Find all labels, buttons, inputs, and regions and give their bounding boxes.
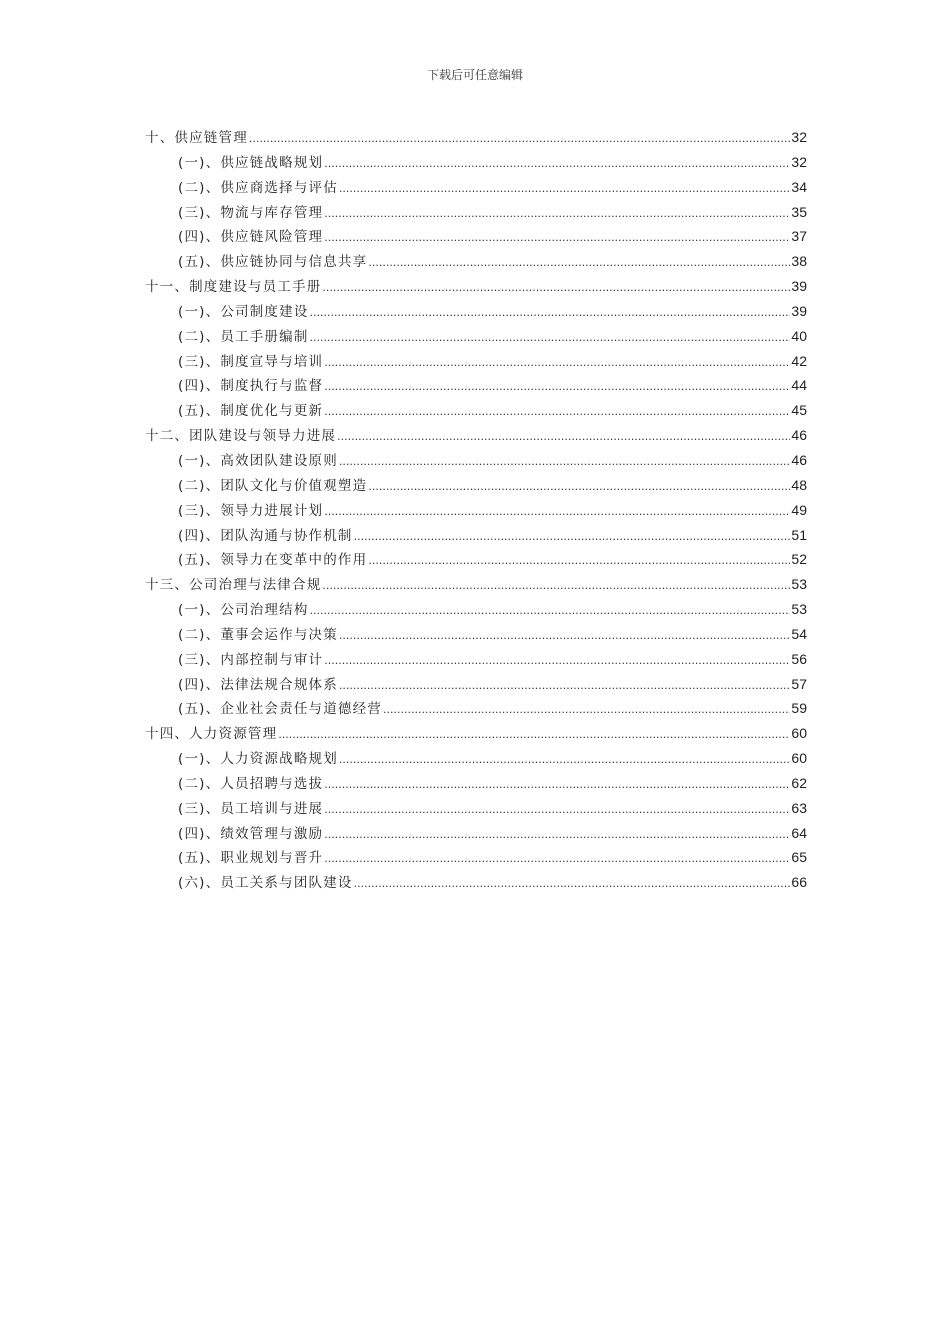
toc-entry-page-number: 53: [791, 601, 807, 618]
toc-section-entry[interactable]: [145, 175, 807, 200]
toc-section-entry[interactable]: [145, 498, 807, 523]
toc-entry-page-number: 63: [791, 799, 807, 816]
toc-entry-page-number: 56: [791, 650, 807, 667]
toc-dot-leader: [339, 177, 790, 202]
toc-dot-leader: [278, 723, 790, 748]
toc-entry-page-number: 54: [791, 625, 807, 642]
toc-entry-page-number: 62: [791, 774, 807, 791]
toc-dot-leader: [354, 872, 791, 897]
toc-section-entry[interactable]: [145, 448, 807, 473]
page-header: 下载后可任意编辑: [426, 68, 523, 82]
toc-entry-page-number: 39: [791, 278, 807, 295]
toc-dot-leader: [324, 823, 790, 848]
toc-dot-leader: [322, 574, 790, 599]
toc-dot-leader: [322, 276, 790, 301]
toc-dot-leader: [324, 375, 790, 400]
toc-entry-title: (四)、绩效管理与激励: [178, 825, 324, 842]
toc-entry-page-number: 39: [791, 302, 807, 319]
toc-entry-page-number: 57: [791, 675, 807, 692]
toc-dot-leader: [368, 549, 790, 574]
toc-entry-title: 十一、制度建设与员工手册: [145, 279, 322, 296]
toc-entry-title: (一)、人力资源战略规划: [178, 751, 338, 768]
toc-dot-leader: [324, 226, 790, 251]
toc-entry-title: 十四、人力资源管理: [145, 726, 278, 743]
table-of-contents: [145, 125, 807, 895]
toc-section-entry[interactable]: [145, 299, 807, 324]
toc-entry-title: (三)、员工培训与进展: [178, 800, 324, 817]
toc-entry-page-number: 38: [791, 253, 807, 270]
toc-entry-page-number: 32: [791, 129, 807, 145]
toc-entry-page-number: 42: [791, 352, 807, 369]
toc-section-entry[interactable]: [145, 523, 807, 548]
toc-entry-title: (四)、团队沟通与协作机制: [178, 527, 353, 544]
toc-section-entry[interactable]: [145, 796, 807, 821]
toc-section-entry[interactable]: [145, 249, 807, 274]
toc-entry-title: (五)、制度优化与更新: [178, 403, 324, 420]
toc-section-entry[interactable]: [145, 547, 807, 572]
toc-entry-title: 十、供应链管理: [145, 130, 248, 146]
toc-dot-leader: [324, 500, 790, 525]
toc-entry-page-number: 37: [791, 228, 807, 245]
toc-dot-leader: [383, 698, 790, 723]
toc-dot-leader: [339, 674, 790, 699]
toc-dot-leader: [324, 798, 790, 823]
toc-section-entry[interactable]: [145, 373, 807, 398]
toc-entry-title: (四)、制度执行与监督: [178, 378, 324, 395]
toc-dot-leader: [310, 326, 791, 351]
toc-section-entry[interactable]: [145, 622, 807, 647]
toc-section-entry[interactable]: [145, 696, 807, 721]
toc-entry-title: (五)、职业规划与晋升: [178, 850, 324, 867]
toc-section-entry[interactable]: [145, 672, 807, 697]
toc-entry-page-number: 51: [791, 526, 807, 543]
toc-dot-leader: [339, 450, 790, 475]
toc-section-entry[interactable]: [145, 324, 807, 349]
toc-entry-page-number: 60: [791, 725, 807, 742]
toc-chapter-entry[interactable]: [145, 423, 807, 448]
toc-dot-leader: [310, 599, 791, 624]
toc-section-entry[interactable]: [145, 771, 807, 796]
toc-entry-title: (二)、团队文化与价值观塑造: [178, 477, 368, 494]
toc-entry-page-number: 34: [791, 178, 807, 195]
toc-entry-page-number: 65: [791, 849, 807, 866]
toc-entry-title: 十二、团队建设与领导力进展: [145, 428, 337, 445]
toc-section-entry[interactable]: [145, 870, 807, 895]
toc-entry-page-number: 32: [791, 153, 807, 170]
toc-entry-title: (六)、员工关系与团队建设: [178, 875, 353, 892]
toc-chapter-entry[interactable]: [145, 721, 807, 746]
toc-entry-title: (一)、高效团队建设原则: [178, 452, 338, 469]
toc-dot-leader: [310, 301, 791, 326]
toc-entry-page-number: 40: [791, 327, 807, 344]
toc-dot-leader: [368, 251, 790, 276]
toc-dot-leader: [324, 773, 790, 798]
toc-entry-page-number: 60: [791, 750, 807, 767]
toc-entry-page-number: 35: [791, 203, 807, 220]
toc-section-entry[interactable]: [145, 821, 807, 846]
toc-entry-title: (一)、公司制度建设: [178, 303, 309, 320]
toc-entry-title: (一)、公司治理结构: [178, 602, 309, 619]
toc-section-entry[interactable]: [145, 597, 807, 622]
toc-section-entry[interactable]: [145, 349, 807, 374]
toc-dot-leader: [324, 202, 790, 227]
toc-section-entry[interactable]: [145, 647, 807, 672]
toc-entry-title: (二)、员工手册编制: [178, 328, 309, 345]
toc-dot-leader: [324, 351, 790, 376]
toc-entry-title: (三)、制度宣导与培训: [178, 353, 324, 370]
toc-entry-title: (二)、董事会运作与决策: [178, 626, 338, 643]
toc-entry-title: (二)、供应商选择与评估: [178, 179, 338, 196]
toc-section-entry[interactable]: [145, 200, 807, 225]
toc-entry-page-number: 59: [791, 700, 807, 717]
toc-entry-title: (三)、内部控制与审计: [178, 651, 324, 668]
toc-section-entry[interactable]: [145, 845, 807, 870]
toc-entry-page-number: 46: [791, 427, 807, 444]
toc-entry-page-number: 66: [791, 874, 807, 891]
toc-section-entry[interactable]: [145, 150, 807, 175]
toc-entry-page-number: 48: [791, 476, 807, 493]
toc-entry-page-number: 53: [791, 576, 807, 593]
toc-dot-leader: [337, 425, 790, 450]
toc-dot-leader: [354, 525, 791, 550]
toc-entry-page-number: 44: [791, 377, 807, 394]
toc-entry-page-number: 52: [791, 551, 807, 568]
toc-dot-leader: [368, 475, 790, 500]
toc-section-entry[interactable]: [145, 473, 807, 498]
toc-dot-leader: [324, 847, 790, 872]
toc-dot-leader: [324, 152, 790, 177]
toc-entry-page-number: 45: [791, 402, 807, 419]
toc-entry-page-number: 49: [791, 501, 807, 518]
toc-entry-title: (五)、领导力在变革中的作用: [178, 552, 368, 569]
toc-dot-leader: [339, 624, 790, 649]
toc-entry-title: (五)、企业社会责任与道德经营: [178, 701, 383, 718]
toc-chapter-entry[interactable]: [145, 274, 807, 299]
toc-chapter-entry[interactable]: [145, 125, 807, 150]
toc-entry-page-number: 64: [791, 824, 807, 841]
toc-entry-title: (二)、人员招聘与选拔: [178, 775, 324, 792]
toc-section-entry[interactable]: [145, 224, 807, 249]
toc-entry-title: (三)、物流与库存管理: [178, 204, 324, 221]
toc-dot-leader: [339, 748, 790, 773]
toc-section-entry[interactable]: [145, 398, 807, 423]
toc-dot-leader: [324, 400, 790, 425]
toc-dot-leader: [324, 649, 790, 674]
toc-dot-leader: [249, 127, 791, 152]
toc-entry-title: (四)、供应链风险管理: [178, 229, 324, 246]
toc-entry-title: (一)、供应链战略规划: [178, 154, 324, 171]
toc-section-entry[interactable]: [145, 746, 807, 771]
toc-chapter-entry[interactable]: [145, 572, 807, 597]
toc-entry-title: (五)、供应链协同与信息共享: [178, 254, 368, 271]
toc-entry-title: (三)、领导力进展计划: [178, 502, 324, 519]
toc-entry-title: (四)、法律法规合规体系: [178, 676, 338, 693]
toc-entry-title: 十三、公司治理与法律合规: [145, 577, 322, 594]
toc-entry-page-number: 46: [791, 451, 807, 468]
